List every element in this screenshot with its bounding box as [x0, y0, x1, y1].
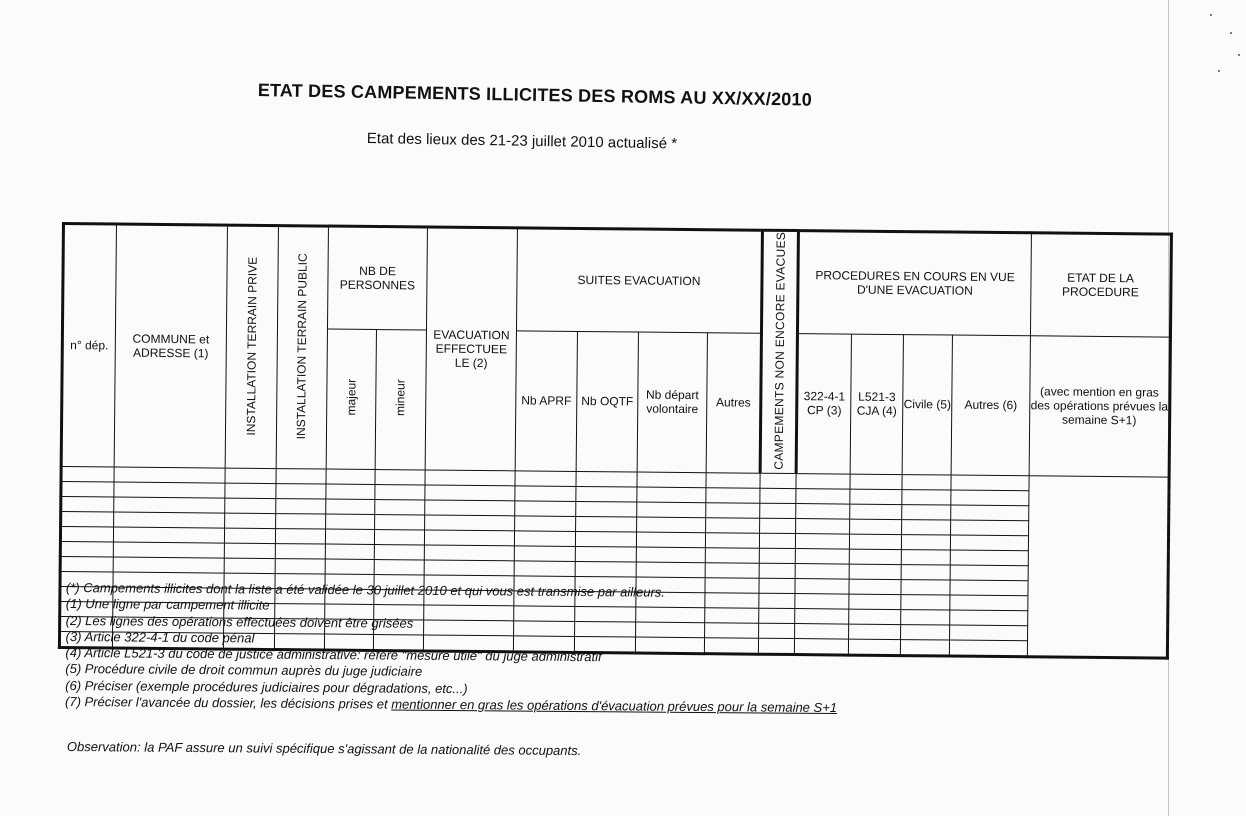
header-autres-procedures: Autres (6): [951, 335, 1030, 476]
header-nb-aprf: Nb APRF: [515, 331, 577, 472]
table-cell: [706, 503, 760, 519]
table-cell: [325, 559, 374, 574]
table-cell: [949, 640, 1027, 657]
table-cell: [901, 564, 950, 579]
table-cell: [113, 527, 224, 543]
table-cell: [326, 499, 375, 514]
mineur-label: mineur: [393, 379, 408, 417]
footnote-6: (6) Préciser (exemple procédures judiciaires pour dégradations, etc...): [65, 677, 468, 696]
table-cell: [850, 504, 902, 519]
table-cell: [850, 474, 902, 489]
table-cell: [706, 518, 760, 534]
table-cell: [276, 483, 326, 498]
header-evacuation: EVACUATION EFFECTUEE LE (2): [425, 227, 517, 471]
table-cell: [849, 594, 901, 609]
table-cell: [705, 563, 759, 579]
table-cell: [375, 484, 425, 499]
header-installation-prive-label: INSTALLATION TERRAIN PRIVE: [243, 256, 260, 436]
header-mineur: [375, 329, 426, 470]
table-cell: [275, 543, 325, 558]
table-cell: [515, 516, 576, 532]
table-cell: [706, 488, 760, 504]
table-cell: [375, 514, 425, 529]
table-cell: [705, 533, 759, 549]
table-cell: [849, 579, 901, 594]
header-suites-evacuation: SUITES EVACUATION: [516, 228, 762, 333]
table-cell: [760, 473, 796, 488]
table-cell: [950, 565, 1028, 581]
header-installation-public-label: INSTALLATION TERRAIN PUBLIC: [293, 253, 310, 440]
table-cell: [325, 529, 374, 544]
table-cell: [275, 528, 325, 543]
table-cell: [706, 473, 760, 489]
table-cell: [950, 550, 1028, 566]
table-cell: [900, 639, 949, 655]
scan-speck: [1238, 54, 1240, 56]
table-cell: [759, 533, 795, 548]
table-cell: [901, 609, 950, 624]
table-cell: [760, 488, 796, 503]
table-cell: [796, 488, 850, 504]
table-cell: [276, 513, 326, 528]
footnote-3: (3) Article 322-4-1 du code pénal: [65, 628, 255, 646]
table-cell: [514, 561, 575, 577]
table-cell: [225, 483, 276, 498]
table-cell: [950, 625, 1028, 641]
table-cell: [275, 558, 325, 573]
table-cell: [576, 516, 637, 532]
table-cell: [901, 534, 950, 549]
table-cell: [425, 485, 515, 501]
header-procedures: PROCEDURES EN COURS EN VUE D'UNE EVACUATION: [798, 231, 1032, 336]
header-cp: 322-4-1 CP (3): [796, 333, 851, 474]
table-cell: [374, 544, 424, 559]
footnote-1: (1) Une ligne par campement illicite: [65, 596, 270, 613]
footnote-7-prefix: (7) Préciser l'avancée du dossier, les décisions prises et: [64, 694, 392, 712]
table-cell: [637, 517, 706, 533]
table-cell: [951, 475, 1029, 491]
table-cell: [424, 560, 514, 576]
table-cell: [576, 486, 637, 502]
table-cell: [514, 531, 575, 547]
table-cell: [795, 548, 849, 564]
table-cell: [902, 519, 951, 534]
table-cell: [760, 518, 796, 533]
header-civile: Civile (5): [902, 334, 952, 475]
table-cell: [575, 546, 636, 562]
header-etat-procedure: ETAT DE LA PROCEDURE: [1031, 233, 1172, 337]
footnote-4: (4) Article L521-3 du code de justice administrative: référé "mesure utile" du juge administratif: [65, 645, 602, 665]
table-cell: [849, 624, 901, 639]
table-cell: [849, 564, 901, 579]
table-cell: [796, 503, 850, 519]
table-cell: [950, 535, 1028, 551]
table-cell: [325, 544, 374, 559]
table-cell: [113, 542, 224, 558]
table-cell: [225, 468, 276, 483]
table-cell: [575, 531, 636, 547]
table-cell: [795, 563, 849, 579]
header-campements-non-evacues: [760, 230, 798, 473]
document-subtitle: Etat des lieux des 21-23 juillet 2010 actualisé *: [366, 130, 678, 153]
header-commune: COMMUNE et ADRESSE (1): [114, 224, 227, 468]
table-cell: [902, 489, 951, 504]
header-nb-personnes: NB DE PERSONNES: [327, 226, 427, 330]
table-cell: [224, 543, 275, 558]
table-cell: [114, 497, 225, 513]
table-cell: [636, 532, 705, 548]
header-nb-depart: Nb départ volontaire: [637, 332, 707, 473]
table-cell: [113, 557, 224, 573]
table-cell: [60, 541, 113, 557]
table-cell: [276, 498, 326, 513]
header-autres-suites: Autres: [706, 332, 761, 473]
footnote-asterisk: (*) Campements illicites dont la liste a été validée le 30 juillet 2010 et qui vous est transmise par ailleurs.: [65, 580, 665, 600]
footnote-2: (2) Les lignes des opérations effectuées doivent être grisées: [65, 612, 414, 631]
table-cell: [759, 548, 795, 563]
table-cell: [576, 501, 637, 517]
table-cell: [636, 547, 705, 563]
table-cell: [374, 559, 424, 574]
table-cell: [425, 500, 515, 516]
table-cell: [637, 472, 706, 488]
table-cell: [326, 514, 375, 529]
table-cell: [849, 609, 901, 624]
table-cell: [60, 526, 113, 542]
table-cell: [901, 624, 950, 639]
table-cell: [276, 468, 326, 483]
table-cell: [326, 469, 375, 484]
table-cell: [951, 520, 1029, 536]
table-cell: [848, 639, 900, 655]
scan-speck: [1210, 14, 1212, 16]
table-cell: [850, 519, 902, 534]
table-cell: [61, 466, 114, 482]
table-cell: [902, 504, 951, 519]
table-cell: [705, 548, 759, 564]
table-cell: [902, 474, 951, 489]
table-cell: [759, 563, 795, 578]
header-etat-note: (avec mention en gras des opérations prévues la semaine S+1): [1029, 335, 1170, 477]
table-cell: [326, 484, 375, 499]
table-cell: [760, 503, 796, 518]
table-cell: [61, 496, 114, 512]
table-cell: [424, 545, 514, 561]
table-cell: [849, 549, 901, 564]
table-cell: [950, 610, 1028, 626]
table-cell: [225, 513, 276, 528]
header-installation-public: [276, 226, 328, 469]
table-cell: [61, 511, 114, 527]
table-cell: [901, 594, 950, 609]
table-cell: [950, 595, 1028, 611]
table-cell: [374, 529, 424, 544]
table-cell: [61, 481, 114, 497]
table-cell: [575, 561, 636, 577]
table-cell: [951, 505, 1029, 521]
majeur-label: majeur: [343, 379, 359, 416]
table-cell: [224, 528, 275, 543]
table-cell: [636, 562, 705, 578]
table-cell: [114, 482, 225, 498]
table-cell: [425, 515, 515, 531]
footnote-7-underlined: mentionner en gras les opérations d'évacuation prévues pour la semaine S+1: [391, 696, 838, 716]
campements-non-evacues-label: CAMPEMENTS NON ENCORE EVACUES: [771, 231, 788, 470]
table-cell: [796, 518, 850, 534]
footnote-5: (5) Procédure civile de droit commun auprès du juge judiciaire: [65, 661, 423, 680]
header-majeur: [326, 329, 376, 470]
header-installation-prive: [225, 225, 278, 468]
table-cell: [849, 534, 901, 549]
table-cell: [225, 498, 276, 513]
table-cell: [114, 512, 225, 528]
table-cell: [515, 471, 576, 487]
table-cell: [224, 558, 275, 573]
footnotes: [65, 580, 838, 716]
scan-speck: [1218, 70, 1220, 72]
table-cell: [424, 530, 514, 546]
table-cell: [514, 546, 575, 562]
table-cell: [515, 501, 576, 517]
table-cell: [951, 490, 1029, 506]
table-cell: [796, 473, 850, 489]
table-cell: [901, 549, 950, 564]
table-cell: [637, 487, 706, 503]
header-n-dep: n° dép.: [61, 224, 116, 467]
table-cell: [850, 489, 902, 504]
header-cja: L521-3 CJA (4): [850, 334, 903, 475]
table-cell: [576, 471, 637, 487]
header-nb-oqtf: Nb OQTF: [576, 331, 638, 472]
table-cell: [515, 486, 576, 502]
table-cell: [375, 469, 425, 484]
table-cell: [901, 579, 950, 594]
table-cell: [637, 502, 706, 518]
table-cell: [950, 580, 1028, 596]
table-cell: [60, 556, 113, 572]
table-cell: [114, 467, 225, 483]
table-cell: [795, 533, 849, 549]
table-cell: [425, 470, 515, 486]
document-title: ETAT DES CAMPEMENTS ILLICITES DES ROMS AU XX/XX/2010: [257, 80, 813, 110]
table-cell: [375, 499, 425, 514]
scan-speck: [1230, 32, 1232, 34]
observation-note: Observation: la PAF assure un suivi spécifique s'agissant de la nationalité des occupants.: [66, 739, 582, 759]
